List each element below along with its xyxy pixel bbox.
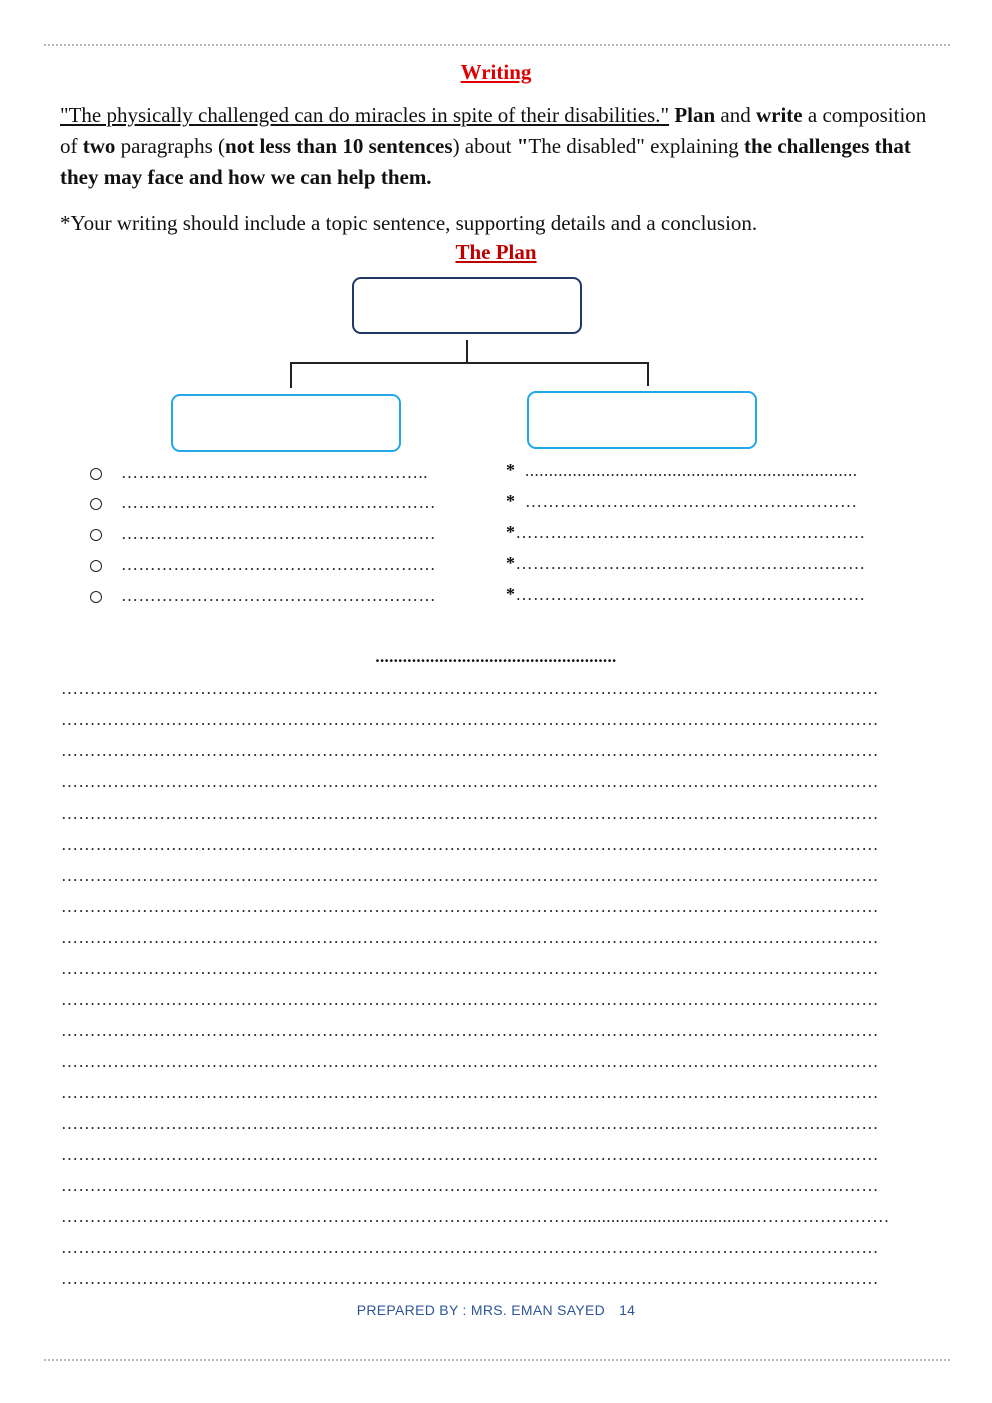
star-bullet-icon: *: [506, 522, 516, 542]
right-bullet-item: [506, 553, 866, 574]
bottom-dotted-border: [44, 1359, 950, 1361]
writing-line[interactable]: ……………………………………………………………………………………………………………………………: [61, 1269, 879, 1288]
prompt-text-d: explaining: [644, 134, 745, 158]
left-bullet-line[interactable]: ………………………………………………: [121, 493, 436, 512]
connector-left-drop: [290, 362, 292, 388]
writing-line[interactable]: ……………………………………………………………………………………………………………………………: [61, 804, 879, 823]
left-bullet-item: [90, 463, 428, 483]
prompt-text-a: a composition of: [60, 103, 927, 158]
prompt-two-word: two: [82, 134, 116, 158]
circle-bullet-icon: [90, 468, 102, 480]
plan-title: The Plan: [455, 240, 537, 264]
left-bullet-line[interactable]: ……………………………………………..: [121, 463, 428, 482]
writing-line[interactable]: ………………………………………………………………………………....................................……………………: [61, 1207, 890, 1226]
plan-right-box[interactable]: [527, 391, 757, 449]
writing-line[interactable]: ……………………………………………………………………………………………………………………………: [61, 835, 879, 854]
writing-line[interactable]: ……………………………………………………………………………………………………………………………: [61, 710, 879, 729]
writing-prompt: [60, 100, 940, 193]
prompt-and: and: [715, 103, 756, 127]
right-bullet-item: [506, 584, 866, 605]
writing-line[interactable]: ……………………………………………………………………………………………………………………………: [61, 772, 879, 791]
left-bullet-line[interactable]: ………………………………………………: [121, 586, 436, 605]
right-bullet-line[interactable]: ……………………………………………………: [515, 554, 866, 573]
left-bullet-line[interactable]: ………………………………………………: [121, 555, 436, 574]
writing-line[interactable]: ……………………………………………………………………………………………………………………………: [61, 741, 879, 760]
writing-line[interactable]: ……………………………………………………………………………………………………………………………: [61, 866, 879, 885]
circle-bullet-icon: [90, 560, 102, 572]
right-bullet-item: [506, 522, 866, 543]
right-bullet-line[interactable]: ……………………………………………………: [515, 585, 866, 604]
prompt-text-c: ) about: [452, 134, 517, 158]
right-bullet-line[interactable]: ......................................................................: [525, 461, 858, 480]
connector-stem: [466, 340, 468, 362]
prompt-quote-open: ": [516, 134, 529, 158]
prompt-sentences: not less than 10 sentences: [225, 134, 453, 158]
left-bullet-item: [90, 524, 436, 544]
page-title: Writing: [460, 60, 532, 84]
left-bullet-line[interactable]: ………………………………………………: [121, 524, 436, 543]
writing-line[interactable]: ……………………………………………………………………………………………………………………………: [61, 897, 879, 916]
top-dotted-border: [44, 44, 950, 46]
writing-note: *Your writing should include a topic sentence, supporting details and a conclusion.: [60, 211, 758, 235]
prompt-quote: "The physically challenged can do miracles in spite of their disabilities.": [60, 103, 670, 127]
right-bullet-line[interactable]: …………………………………………………: [525, 492, 858, 511]
left-bullet-item: [90, 555, 436, 575]
writing-line[interactable]: ……………………………………………………………………………………………………………………………: [61, 679, 879, 698]
composition-title-line[interactable]: .....................................................: [375, 647, 617, 666]
circle-bullet-icon: [90, 591, 102, 603]
prompt-topic: The disabled": [528, 134, 645, 158]
star-bullet-icon: *: [506, 584, 516, 604]
writing-line[interactable]: ……………………………………………………………………………………………………………………………: [61, 1114, 879, 1133]
writing-line[interactable]: ……………………………………………………………………………………………………………………………: [61, 1052, 879, 1071]
writing-line[interactable]: ……………………………………………………………………………………………………………………………: [61, 1083, 879, 1102]
plan-left-box[interactable]: [171, 394, 401, 452]
page-footer: [0, 1302, 992, 1318]
right-bullet-line[interactable]: ……………………………………………………: [515, 523, 866, 542]
plan-topic-box[interactable]: [352, 277, 582, 334]
left-bullet-item: [90, 586, 436, 606]
writing-line[interactable]: ……………………………………………………………………………………………………………………………: [61, 1021, 879, 1040]
left-bullet-item: [90, 493, 436, 513]
circle-bullet-icon: [90, 529, 102, 541]
writing-line[interactable]: ……………………………………………………………………………………………………………………………: [61, 1145, 879, 1164]
right-bullet-item: [506, 491, 858, 512]
writing-line[interactable]: ……………………………………………………………………………………………………………………………: [61, 990, 879, 1009]
connector-right-drop: [647, 362, 649, 386]
star-bullet-icon: *: [506, 553, 516, 573]
connector-bar: [290, 362, 649, 364]
writing-line[interactable]: ……………………………………………………………………………………………………………………………: [61, 928, 879, 947]
page-number: 14: [619, 1302, 636, 1318]
footer-prepared-by: PREPARED BY : MRS. EMAN SAYED: [356, 1302, 606, 1318]
right-bullet-item: [506, 460, 858, 481]
writing-line[interactable]: ……………………………………………………………………………………………………………………………: [61, 1238, 879, 1257]
circle-bullet-icon: [90, 498, 102, 510]
writing-line[interactable]: ……………………………………………………………………………………………………………………………: [61, 959, 879, 978]
prompt-plan-word: Plan: [674, 103, 716, 127]
star-bullet-icon: *: [506, 460, 516, 480]
prompt-challenges: the challenges that they may face and how we can help them.: [60, 134, 911, 189]
prompt-text-b: paragraphs (: [115, 134, 226, 158]
prompt-write-word: write: [755, 103, 803, 127]
writing-line[interactable]: ……………………………………………………………………………………………………………………………: [61, 1176, 879, 1195]
star-bullet-icon: *: [506, 491, 516, 511]
